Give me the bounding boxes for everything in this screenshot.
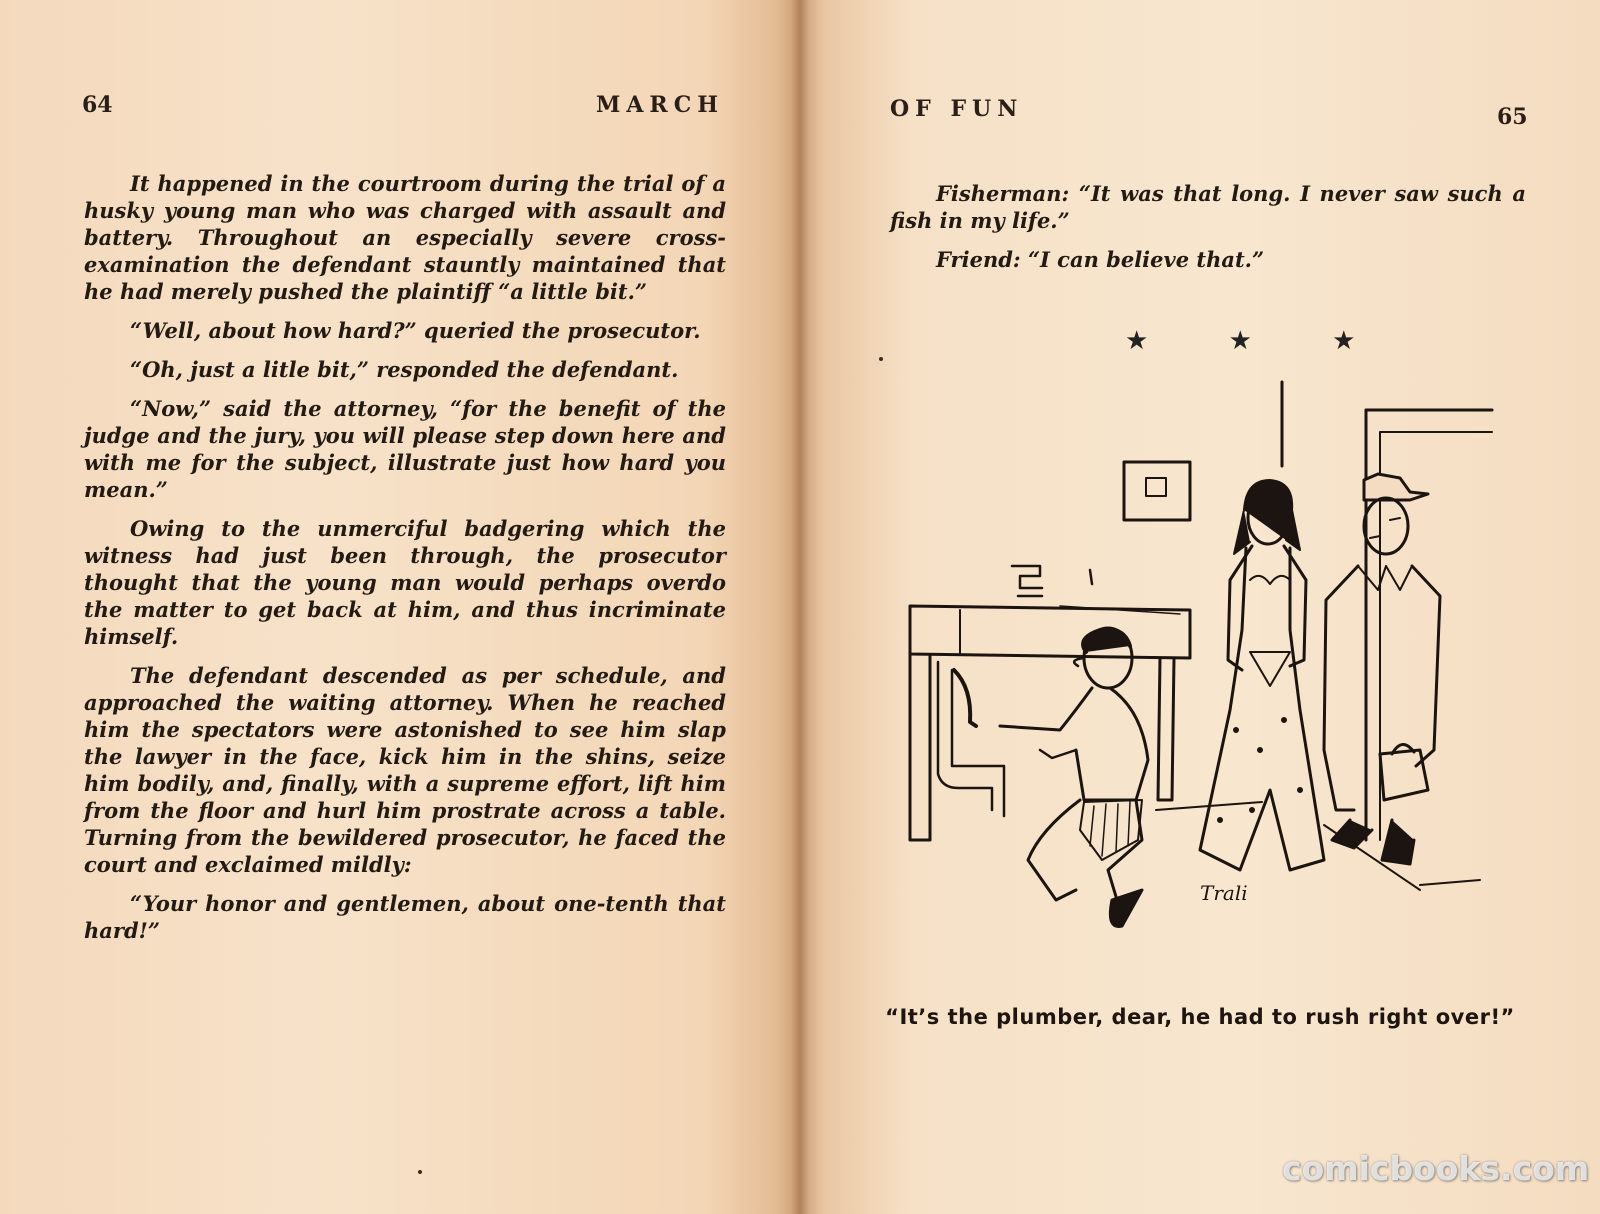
watermark-logo: comicbooks.com [1282, 1149, 1590, 1188]
wrench [954, 670, 976, 726]
cartoon-caption: “It’s the plumber, dear, he had to rush right over!” [885, 1005, 1515, 1029]
faucet [1012, 566, 1042, 596]
hat [1364, 474, 1428, 500]
briefcase [1380, 744, 1428, 800]
running-head-left: MARCH [596, 92, 725, 118]
running-head-right: OF FUN [890, 96, 1024, 122]
paragraph: It happened in the courtroom during the trial of a husky young man who was charged with assault and battery. Throughout an especially severe cross-examination the defendant stauntly maintained that he had merely pushed the plaintiff “a little bit.” [84, 171, 726, 304]
sink-leg [1158, 658, 1174, 800]
paragraph: “Now,” said the attorney, “for the benefit of the judge and the jury, you will please step down here and with me for the subject, illustrate just how hard you mean.” [84, 396, 726, 502]
paragraph: Friend: “I can believe that.” [936, 247, 1265, 272]
book-gutter [791, 0, 809, 1214]
paper-speck [879, 357, 883, 361]
pipe [938, 662, 1004, 816]
section-separator-stars: ★ ★ ★ [1125, 326, 1392, 356]
paper-speck [418, 1170, 422, 1174]
sink [910, 606, 1190, 658]
paragraph: “Your honor and gentlemen, about one-tenth that hard!” [84, 891, 726, 943]
page-number-right: 65 [1497, 104, 1528, 130]
plumber-torso [1000, 688, 1148, 800]
plumber-legs [1028, 800, 1142, 910]
sink-leg [910, 654, 930, 840]
left-body-text [84, 170, 726, 956]
wall-picture [1124, 462, 1190, 520]
page-number-left: 64 [82, 92, 113, 118]
paragraph: Fisherman: “It was that long. I never saw such a fish in my life.” [890, 181, 1526, 233]
man-head [1364, 498, 1408, 554]
right-body-text [890, 180, 1526, 285]
paragraph: The defendant descended as per schedule, and approached the waiting attorney. When he reached him the spectators were astonished to see him slap the lawyer in the face, kick him in the shins, seize him bodily, and, finally, with a supreme effort, lift him from the floor and hurl him prostrate across a table. Turning from the bewildered prosecutor, he faced the court and exclaimed mildly: [84, 663, 726, 877]
paragraph: Owing to the unmerciful badgering which the witness had just been through, the prosecutor thought that the young man would perhaps overdo the matter to get back at him, and thus incriminate himself. [84, 516, 726, 649]
artist-signature: Trali [1200, 881, 1248, 905]
paragraph: “Oh, just a litle bit,” responded the defendant. [130, 357, 679, 382]
paragraph: “Well, about how hard?” queried the prosecutor. [130, 318, 701, 343]
cartoon-illustration [880, 370, 1520, 950]
striped-shorts [1080, 800, 1142, 860]
